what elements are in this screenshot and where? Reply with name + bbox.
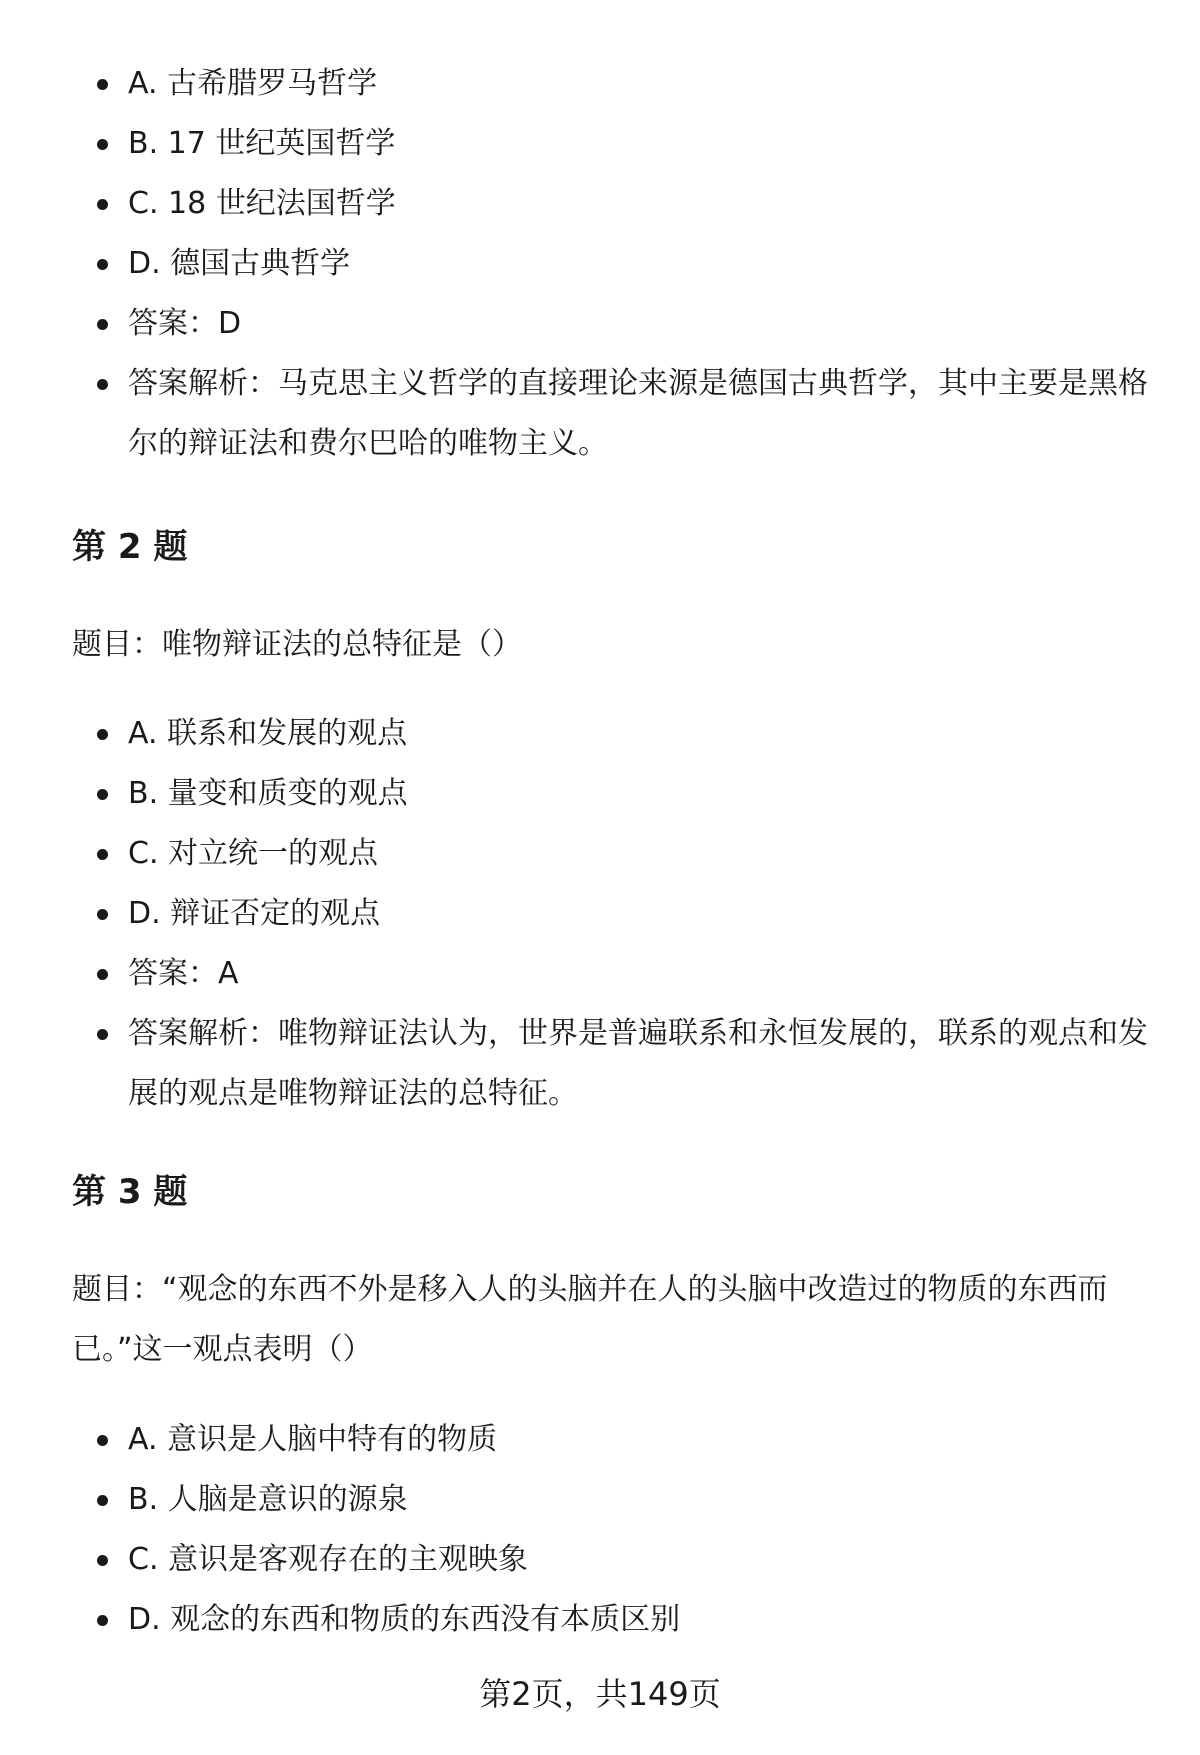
q3-heading: 第 3 题 — [72, 1172, 188, 1212]
page-number-footer: 第2页，共149页 — [479, 1675, 721, 1713]
bullet-icon — [97, 789, 108, 800]
bullet-icon — [97, 729, 108, 740]
q2-option-b: B. 量变和质变的观点 — [0, 764, 1200, 824]
bullet-icon — [97, 1555, 108, 1566]
q1-option-c: C. 18 世纪法国哲学 — [0, 174, 1200, 234]
q3-option-a: A. 意识是人脑中特有的物质 — [0, 1410, 1200, 1470]
q2-heading: 第 2 题 — [72, 527, 188, 567]
q3-stem: 题目：“观念的东西不外是移入人的头脑并在人的头脑中改造过的物质的东西而已。”这一观点表明（） — [72, 1272, 1108, 1367]
bullet-icon — [97, 1495, 108, 1506]
bullet-icon — [97, 969, 108, 980]
q2-option-c: C. 对立统一的观点 — [0, 824, 1200, 884]
bullet-icon — [97, 379, 108, 390]
q1-option-b: B. 17 世纪英国哲学 — [0, 114, 1200, 174]
q2-option-a: A. 联系和发展的观点 — [0, 704, 1200, 764]
q3-option-d: D. 观念的东西和物质的东西没有本质区别 — [0, 1590, 1200, 1650]
q2-answer: 答案：A — [0, 944, 1200, 1004]
q2-stem: 题目：唯物辩证法的总特征是（） — [72, 627, 522, 662]
q1-option-d: D. 德国古典哲学 — [0, 234, 1200, 294]
q3-option-c: C. 意识是客观存在的主观映象 — [0, 1530, 1200, 1590]
q3-options-list — [0, 1410, 1200, 1650]
q2-options-list — [0, 704, 1200, 1124]
bullet-icon — [97, 139, 108, 150]
bullet-icon — [97, 849, 108, 860]
q1-answer: 答案：D — [0, 294, 1200, 354]
q2-analysis: 答案解析：唯物辩证法认为，世界是普遍联系和永恒发展的，联系的观点和发展的观点是唯物辩证法的总特征。 — [0, 1004, 1200, 1124]
q3-option-b: B. 人脑是意识的源泉 — [0, 1470, 1200, 1530]
q1-options-list — [0, 54, 1200, 474]
q1-analysis: 答案解析：马克思主义哲学的直接理论来源是德国古典哲学，其中主要是黑格尔的辩证法和费尔巴哈的唯物主义。 — [0, 354, 1200, 474]
q2-option-d: D. 辩证否定的观点 — [0, 884, 1200, 944]
bullet-icon — [97, 319, 108, 330]
bullet-icon — [97, 909, 108, 920]
bullet-icon — [97, 1029, 108, 1040]
bullet-icon — [97, 1435, 108, 1446]
bullet-icon — [97, 79, 108, 90]
bullet-icon — [97, 259, 108, 270]
q1-option-a: A. 古希腊罗马哲学 — [0, 54, 1200, 114]
bullet-icon — [97, 199, 108, 210]
bullet-icon — [97, 1615, 108, 1626]
